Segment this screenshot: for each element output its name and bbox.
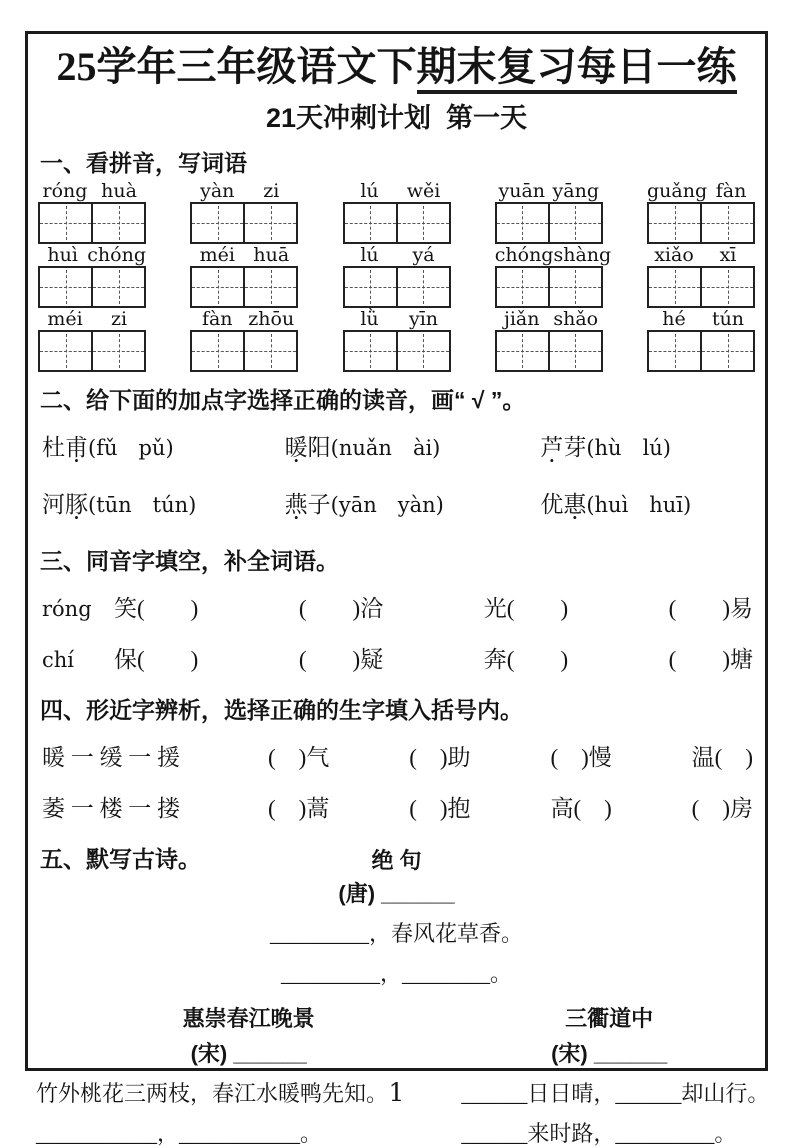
dotted-word [42, 435, 88, 460]
similar-char-row [42, 739, 753, 772]
writing-cell [245, 204, 296, 242]
worksheet-page [25, 31, 770, 1146]
writing-cell [550, 268, 601, 306]
poem3-block [461, 1002, 770, 1148]
pinyin-label [647, 309, 755, 330]
pinyin-word-block [494, 244, 612, 308]
writing-grid [38, 202, 146, 244]
writing-grid [190, 202, 298, 244]
pinyin-word-block [190, 309, 298, 372]
pronunciation-item [285, 486, 541, 519]
pinyin-grid-row [38, 309, 755, 372]
char-group-label: 萎 一 楼 一 搂 [42, 796, 180, 821]
pinyin-syllable: hé [662, 308, 686, 330]
writing-cell [245, 268, 296, 306]
blank-bracket-cell: ( )塘 [668, 647, 753, 672]
pinyin-word-block [343, 309, 451, 372]
page-title-underlined: 期末复习每日一练 [417, 44, 737, 94]
pinyin-syllable: xī [719, 244, 737, 266]
pinyin-syllable: yàn [200, 180, 235, 202]
pinyin-word-block [647, 245, 755, 308]
writing-cell [192, 204, 245, 242]
pinyin-label [38, 181, 146, 202]
dotted-word [540, 492, 586, 517]
pinyin-syllable: méi [199, 244, 235, 266]
writing-cell [93, 268, 144, 306]
pinyin-syllable: róng [42, 180, 88, 202]
homophone-row [42, 590, 753, 623]
writing-cell [702, 268, 753, 306]
dotted-char: 燕 [284, 492, 308, 517]
writing-cell [702, 204, 753, 242]
pinyin-word-block [343, 245, 451, 308]
writing-grid [647, 330, 755, 372]
pinyin-grid-row [38, 245, 755, 308]
writing-cell [497, 332, 550, 370]
pinyin-syllable: zhōu [248, 308, 295, 330]
blank-bracket-cell: 光( ) [483, 596, 569, 621]
pinyin-options: (hù lú) [586, 436, 672, 460]
page-title-plain: 25学年三年级语文下 [56, 44, 417, 89]
word-char: 芽 [563, 435, 587, 460]
pinyin-word-block [495, 181, 603, 244]
poem2-title: 惠崇春江晚景 [182, 1006, 315, 1031]
writing-grid [647, 266, 755, 308]
pinyin-syllable: fàn [201, 308, 233, 330]
writing-grid [343, 266, 451, 308]
pinyin-syllable: chóng [494, 244, 554, 266]
pinyin-syllable: tún [711, 308, 745, 330]
blank-bracket-cell: ( )气 [268, 745, 330, 770]
similar-char-fill-rows [36, 739, 757, 823]
homophone-row [42, 641, 753, 674]
pinyin-options: (yān yàn) [330, 493, 444, 517]
pinyin-grid-row [38, 181, 755, 244]
section3-heading: 三、同音字填空，补全词语。 [40, 548, 339, 574]
pinyin-word-block [190, 245, 298, 308]
blank-bracket-cell: ( )疑 [298, 647, 384, 672]
section4-heading: 四、形近字辨析，选择正确的生字填入括号内。 [40, 697, 523, 723]
dotted-char: 芦 [540, 435, 564, 460]
pinyin-syllable: shǎo [553, 308, 599, 330]
dotted-word [285, 492, 331, 517]
pinyin-word-block [38, 181, 146, 244]
writing-cell [192, 268, 245, 306]
poem2-block [36, 1002, 461, 1148]
writing-cell [192, 332, 245, 370]
pinyin-syllable: huà [101, 180, 137, 202]
dotted-char: 甫 [65, 435, 88, 460]
pinyin-syllable: chóng [87, 244, 146, 266]
writing-cell [345, 332, 398, 370]
homophone-pinyin-label: chí [42, 648, 75, 672]
page-title [36, 44, 757, 90]
blank-bracket-cell: ( )易 [668, 596, 753, 621]
pinyin-syllable: zi [110, 308, 128, 330]
blank-bracket-cell: 高( ) [550, 796, 612, 821]
writing-cell [398, 332, 449, 370]
pronunciation-item [42, 429, 285, 462]
poem1-author-blank: (唐) ______ [338, 881, 455, 906]
page-number: 1 [388, 1078, 405, 1107]
writing-cell [40, 204, 93, 242]
homophone-cells [114, 641, 753, 674]
pinyin-label [343, 309, 451, 330]
writing-cell [649, 204, 702, 242]
blank-bracket-cell: 笑( ) [114, 596, 199, 621]
pinyin-options: (tūn tún) [88, 493, 197, 517]
poem3-line1: ______日日晴，______却山行。 [461, 1081, 770, 1106]
poem1-line1: _________，春风花草香。 [269, 921, 523, 946]
pinyin-label [494, 244, 612, 266]
homophone-pinyin-label: róng [42, 597, 92, 621]
writing-cell [398, 268, 449, 306]
writing-grid [343, 202, 451, 244]
pinyin-options: (huì huī) [586, 493, 692, 517]
pinyin-syllable: shàng [553, 244, 612, 266]
section5-header-row [36, 841, 757, 873]
writing-cell [40, 332, 93, 370]
pinyin-syllable: guǎng [647, 180, 708, 202]
dotted-word [285, 435, 331, 460]
writing-grid [190, 266, 298, 308]
section2-heading: 二、给下面的加点字选择正确的读音，画“ √ ”。 [40, 387, 526, 413]
pinyin-syllable: yuān [498, 180, 546, 202]
pinyin-label [495, 181, 603, 202]
pinyin-label [647, 181, 755, 202]
poem3-author-blank: (宋) ______ [551, 1041, 668, 1066]
pinyin-syllable: yīn [408, 308, 439, 330]
writing-cell [345, 204, 398, 242]
word-char: 优 [540, 492, 564, 517]
pinyin-syllable: lú [360, 180, 379, 202]
pinyin-word-block [38, 309, 146, 372]
pronunciation-row [42, 486, 757, 519]
pronunciation-item [540, 486, 757, 519]
similar-char-row [42, 790, 753, 823]
homophone-cells [114, 590, 753, 623]
poem1-line2: _________，________。 [280, 961, 512, 986]
dotted-char: 豚 [65, 492, 88, 517]
pinyin-word-block [343, 181, 451, 244]
writing-grid [343, 330, 451, 372]
blank-bracket-cell: 奔( ) [483, 647, 569, 672]
blank-bracket-cell: ( )慢 [550, 745, 612, 770]
writing-cell [649, 332, 702, 370]
writing-grid [495, 202, 603, 244]
char-group-label: 暖 一 缓 一 援 [42, 745, 180, 770]
pinyin-writing-grids [36, 181, 757, 372]
poem2-line2: ___________，___________。 [36, 1121, 323, 1146]
pinyin-syllable: jiǎn [503, 308, 540, 330]
pinyin-syllable: yá [412, 244, 435, 266]
blank-bracket-cell: ( )洽 [298, 596, 384, 621]
writing-cell [40, 268, 93, 306]
pronunciation-row [42, 429, 757, 462]
writing-grid [495, 330, 603, 372]
pronunciation-item [540, 429, 757, 462]
word-char: 子 [307, 492, 331, 517]
dotted-word [540, 435, 586, 460]
pinyin-label [190, 245, 298, 266]
word-char: 杜 [42, 435, 65, 460]
pronunciation-item [42, 486, 285, 519]
word-char: 河 [42, 492, 65, 517]
pinyin-syllable: fàn [715, 180, 747, 202]
writing-cell [550, 204, 601, 242]
pinyin-syllable: huā [253, 244, 290, 266]
blank-bracket-cell: ( )抱 [409, 796, 471, 821]
pinyin-label [190, 181, 298, 202]
pinyin-syllable: wěi [406, 180, 441, 202]
pinyin-syllable: méi [47, 308, 83, 330]
pinyin-options: (fǔ pǔ) [88, 436, 174, 460]
pinyin-label [38, 245, 146, 266]
similar-char-cells [268, 739, 753, 772]
blank-bracket-cell: ( )助 [409, 745, 471, 770]
poem3-line2: ______来时路，_________。 [461, 1121, 737, 1146]
similar-char-cells [268, 790, 753, 823]
writing-cell [245, 332, 296, 370]
poem1-block [36, 877, 757, 988]
pinyin-word-block [647, 309, 755, 372]
writing-grid [495, 266, 603, 308]
pinyin-label [190, 309, 298, 330]
blank-bracket-cell: 保( ) [114, 647, 199, 672]
section5-heading: 五、默写古诗。 [40, 846, 201, 872]
pinyin-label [343, 181, 451, 202]
pinyin-word-block [190, 181, 298, 244]
writing-cell [497, 268, 550, 306]
writing-cell [398, 204, 449, 242]
writing-cell [93, 204, 144, 242]
dotted-char: 暖 [284, 435, 308, 460]
writing-cell [649, 268, 702, 306]
writing-grid [38, 266, 146, 308]
writing-cell [550, 332, 601, 370]
poem3-title: 三衢道中 [565, 1006, 654, 1031]
writing-grid [38, 330, 146, 372]
pinyin-syllable: lú [360, 244, 379, 266]
pinyin-syllable: yāng [552, 180, 599, 202]
blank-bracket-cell: ( )房 [691, 796, 753, 821]
writing-cell [497, 204, 550, 242]
pinyin-syllable: xiǎo [654, 244, 694, 266]
pinyin-word-block [647, 181, 755, 244]
pinyin-word-block [495, 309, 603, 372]
pinyin-syllable: zi [263, 180, 280, 202]
pinyin-label [343, 245, 451, 266]
poem2-author-blank: (宋) ______ [190, 1041, 307, 1066]
bottom-poems-row [36, 1002, 770, 1148]
dotted-word [42, 492, 88, 517]
pinyin-syllable: lǜ [360, 308, 379, 330]
pronunciation-item [285, 429, 541, 462]
poem1-title: 绝 句 [371, 848, 422, 873]
pinyin-syllable: huì [47, 244, 78, 266]
pinyin-label [38, 309, 146, 330]
pinyin-word-block [38, 245, 146, 308]
writing-cell [702, 332, 753, 370]
blank-bracket-cell: ( )蒿 [268, 796, 330, 821]
writing-cell [345, 268, 398, 306]
writing-cell [93, 332, 144, 370]
word-char: 阳 [307, 435, 331, 460]
pinyin-label [495, 309, 603, 330]
dotted-char: 惠 [563, 492, 587, 517]
section1-heading: 一、看拼音，写词语 [40, 150, 247, 176]
pronunciation-choices [36, 429, 757, 519]
writing-grid [647, 202, 755, 244]
pinyin-label [647, 245, 755, 266]
page-subtitle: 21天冲刺计划 第一天 [265, 103, 528, 133]
poem2-line1: 竹外桃花三两枝，春江水暖鸭先知。 [36, 1081, 389, 1106]
writing-grid [190, 330, 298, 372]
blank-bracket-cell: 温( ) [691, 745, 753, 770]
homophone-fill-rows [36, 590, 757, 674]
pinyin-options: (nuǎn ài) [330, 436, 441, 460]
